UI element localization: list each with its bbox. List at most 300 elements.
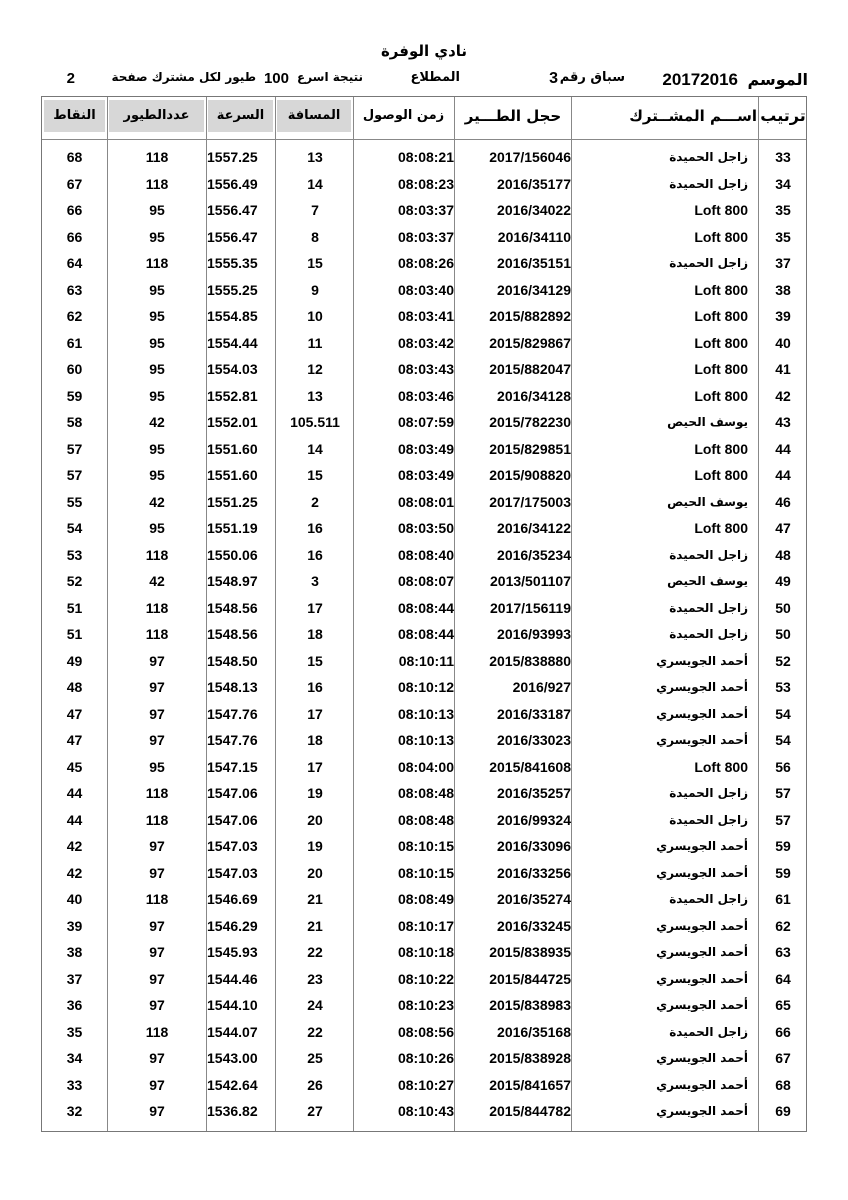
table-row xyxy=(42,462,806,489)
cell-member-name: زاجل الحميدة xyxy=(669,600,748,615)
cell-distance: 17 xyxy=(307,705,323,722)
cell-points: 52 xyxy=(66,573,83,589)
cell-rank: 59 xyxy=(775,864,791,881)
cell-arrival-time: 08:08:56 xyxy=(397,1023,454,1040)
cell-rank: 57 xyxy=(775,811,791,828)
cell-arrival-time: 08:10:17 xyxy=(397,917,454,934)
cell-member-name: أحمد الجويسري xyxy=(656,733,748,747)
cell-member-name: أحمد الجويسري xyxy=(656,971,748,986)
table-row xyxy=(42,1072,806,1099)
cell-bird-count: 95 xyxy=(149,281,165,298)
header-ring: حجل الطـــير xyxy=(464,107,562,125)
cell-points: 57 xyxy=(66,440,83,457)
cell-rank: 62 xyxy=(775,917,791,934)
birds-count: 100 xyxy=(263,70,289,87)
cell-arrival-time: 08:03:40 xyxy=(397,281,454,298)
cell-member-name: أحمد الجويسري xyxy=(656,680,748,694)
cell-speed: 1544.07 xyxy=(207,1023,258,1040)
table-row xyxy=(42,595,806,622)
cell-member-name: زاجل الحميدة xyxy=(669,812,748,827)
table-row xyxy=(42,409,806,436)
cell-ring-number: 2015/829867 xyxy=(489,334,571,351)
cell-points: 45 xyxy=(66,758,83,775)
cell-bird-count: 118 xyxy=(145,149,169,165)
cell-ring-number: 2015/908820 xyxy=(489,467,571,483)
cell-points: 51 xyxy=(66,599,83,616)
cell-member-name: أحمد الجويسري xyxy=(656,839,748,853)
cell-points: 44 xyxy=(66,811,83,828)
cell-member-name: زاجل الحميدة xyxy=(669,892,748,906)
cell-speed: 1556.49 xyxy=(207,175,258,192)
cell-bird-count: 97 xyxy=(149,838,165,854)
table-row xyxy=(42,1098,806,1125)
cell-bird-count: 97 xyxy=(149,1050,165,1066)
cell-rank: 65 xyxy=(775,997,791,1013)
cell-ring-number: 2016/35274 xyxy=(497,891,571,907)
cell-speed: 1551.60 xyxy=(207,440,258,457)
cell-points: 54 xyxy=(66,520,83,536)
cell-points: 59 xyxy=(66,387,83,404)
cell-ring-number: 2016/35177 xyxy=(497,175,571,192)
cell-points: 66 xyxy=(66,228,83,245)
table-row xyxy=(42,250,806,277)
cell-points: 35 xyxy=(66,1023,83,1040)
cell-arrival-time: 08:03:46 xyxy=(397,387,454,404)
cell-ring-number: 2015/829851 xyxy=(489,440,571,457)
cell-points: 51 xyxy=(66,626,83,642)
cell-arrival-time: 08:10:18 xyxy=(397,944,454,960)
cell-ring-number: 2015/838928 xyxy=(489,1050,571,1066)
cell-bird-count: 118 xyxy=(145,626,169,642)
cell-speed: 1544.10 xyxy=(207,997,258,1013)
cell-member-name: Loft 800 xyxy=(694,308,748,324)
cell-rank: 49 xyxy=(775,573,791,589)
cell-points: 67 xyxy=(66,175,83,192)
cell-arrival-time: 08:03:37 xyxy=(397,202,454,218)
cell-arrival-time: 08:03:41 xyxy=(397,308,454,324)
cell-rank: 54 xyxy=(775,732,791,748)
cell-speed: 1547.06 xyxy=(207,785,258,801)
header-rank: ترتيب xyxy=(760,106,806,125)
cell-ring-number: 2016/33256 xyxy=(497,864,571,881)
cell-bird-count: 95 xyxy=(149,334,165,351)
cell-rank: 44 xyxy=(775,440,791,457)
cell-member-name: زاجل الحميدة xyxy=(669,627,748,641)
table-row xyxy=(42,515,806,542)
cell-bird-count: 97 xyxy=(149,705,165,722)
cell-speed: 1544.46 xyxy=(207,970,258,987)
cell-points: 53 xyxy=(66,546,83,563)
cell-distance: 12 xyxy=(307,361,323,377)
header-distance: المسافة xyxy=(277,100,351,132)
cell-bird-count: 95 xyxy=(149,758,165,775)
cell-points: 62 xyxy=(66,308,83,324)
cell-member-name: أحمد الجويسري xyxy=(656,945,748,959)
cell-ring-number: 2016/34022 xyxy=(497,202,571,218)
table-row xyxy=(42,542,806,569)
cell-rank: 33 xyxy=(775,149,791,165)
cell-distance: 2 xyxy=(311,493,319,510)
cell-bird-count: 97 xyxy=(149,997,165,1013)
header-name: اســـم المشــترك xyxy=(629,107,757,125)
header-divider xyxy=(42,139,806,140)
cell-speed: 1548.56 xyxy=(207,599,258,616)
cell-distance: 14 xyxy=(307,175,323,192)
cell-ring-number: 2015/841608 xyxy=(489,758,571,775)
cell-points: 61 xyxy=(66,334,83,351)
cell-arrival-time: 08:08:07 xyxy=(397,573,454,589)
cell-rank: 63 xyxy=(775,944,791,960)
cell-points: 34 xyxy=(66,1050,83,1066)
cell-rank: 61 xyxy=(775,891,791,907)
cell-arrival-time: 08:03:42 xyxy=(397,334,454,351)
cell-member-name: زاجل الحميدة xyxy=(669,150,748,164)
cell-rank: 67 xyxy=(775,1050,791,1066)
cell-ring-number: 2015/838935 xyxy=(489,944,571,960)
header-speed: السرعة xyxy=(208,100,273,132)
cell-rank: 64 xyxy=(775,970,791,987)
cell-rank: 48 xyxy=(775,546,791,563)
table-row xyxy=(42,436,806,463)
results-table xyxy=(41,96,807,1132)
cell-ring-number: 2016/35257 xyxy=(497,785,571,801)
cell-distance: 16 xyxy=(307,520,323,536)
table-row xyxy=(42,303,806,330)
cell-arrival-time: 08:08:40 xyxy=(397,546,454,563)
cell-points: 60 xyxy=(66,361,83,377)
cell-arrival-time: 08:07:59 xyxy=(397,414,454,430)
cell-bird-count: 97 xyxy=(149,1103,165,1119)
cell-ring-number: 2015/782230 xyxy=(489,414,571,430)
cell-distance: 17 xyxy=(307,599,323,616)
cell-arrival-time: 08:10:26 xyxy=(397,1050,454,1066)
cell-distance: 20 xyxy=(307,811,323,828)
cell-speed: 1554.03 xyxy=(207,361,258,377)
cell-speed: 1542.64 xyxy=(207,1076,258,1093)
cell-bird-count: 97 xyxy=(149,944,165,960)
release-location: المطلاع xyxy=(410,70,460,85)
cell-ring-number: 2017/175003 xyxy=(489,493,571,510)
cell-member-name: Loft 800 xyxy=(694,281,748,298)
cell-bird-count: 97 xyxy=(149,864,165,881)
cell-member-name: Loft 800 xyxy=(694,361,748,377)
cell-bird-count: 95 xyxy=(149,387,165,404)
cell-distance: 18 xyxy=(307,626,323,642)
cell-distance: 9 xyxy=(311,281,319,298)
cell-bird-count: 42 xyxy=(149,414,165,430)
cell-ring-number: 2015/844725 xyxy=(489,970,571,987)
cell-distance: 27 xyxy=(307,1103,323,1119)
table-row xyxy=(42,568,806,595)
cell-ring-number: 2016/33023 xyxy=(497,732,571,748)
cell-rank: 35 xyxy=(775,228,791,245)
cell-arrival-time: 08:08:26 xyxy=(397,255,454,271)
cell-arrival-time: 08:04:00 xyxy=(397,758,454,775)
cell-distance: 15 xyxy=(307,467,323,483)
cell-speed: 1547.76 xyxy=(207,732,258,748)
cell-speed: 1551.60 xyxy=(207,467,258,483)
cell-distance: 10 xyxy=(307,308,323,324)
cell-arrival-time: 08:08:44 xyxy=(397,599,454,616)
cell-arrival-time: 08:10:23 xyxy=(397,997,454,1013)
cell-bird-count: 95 xyxy=(149,202,165,218)
cell-distance: 26 xyxy=(307,1076,323,1093)
cell-distance: 7 xyxy=(311,202,319,218)
cell-speed: 1548.97 xyxy=(207,573,258,589)
cell-rank: 39 xyxy=(775,308,791,324)
cell-bird-count: 97 xyxy=(149,732,165,748)
cell-member-name: Loft 800 xyxy=(694,440,748,457)
cell-member-name: أحمد الجويسري xyxy=(656,706,748,721)
table-row xyxy=(42,197,806,224)
cell-distance: 105.511 xyxy=(290,414,340,430)
cell-member-name: Loft 800 xyxy=(694,758,748,775)
cell-arrival-time: 08:10:22 xyxy=(397,970,454,987)
page-number: 2 xyxy=(66,70,75,87)
cell-arrival-time: 08:03:50 xyxy=(397,520,454,536)
table-body xyxy=(42,144,806,1125)
cell-member-name: يوسف الحيص xyxy=(667,574,748,588)
cell-distance: 15 xyxy=(307,255,323,271)
cell-rank: 59 xyxy=(775,838,791,854)
table-row xyxy=(42,356,806,383)
cell-rank: 52 xyxy=(775,652,791,669)
cell-speed: 1552.01 xyxy=(207,414,258,430)
cell-points: 36 xyxy=(66,997,83,1013)
cell-bird-count: 95 xyxy=(149,308,165,324)
cell-speed: 1555.25 xyxy=(207,281,258,298)
cell-rank: 69 xyxy=(775,1103,791,1119)
cell-distance: 16 xyxy=(307,679,323,695)
cell-ring-number: 2016/35234 xyxy=(497,546,571,563)
cell-speed: 1546.29 xyxy=(207,917,258,934)
cell-points: 57 xyxy=(66,467,83,483)
cell-arrival-time: 08:08:23 xyxy=(397,175,454,192)
cell-points: 42 xyxy=(66,838,83,854)
cell-arrival-time: 08:10:13 xyxy=(397,732,454,748)
table-row xyxy=(42,621,806,648)
race-number: 3 xyxy=(549,70,558,87)
result-label: نتيجة اسرع xyxy=(297,70,363,84)
cell-arrival-time: 08:08:48 xyxy=(397,811,454,828)
cell-bird-count: 97 xyxy=(149,970,165,987)
cell-arrival-time: 08:10:13 xyxy=(397,705,454,722)
cell-bird-count: 118 xyxy=(145,599,169,616)
cell-member-name: أحمد الجويسري xyxy=(656,1104,748,1118)
cell-arrival-time: 08:03:49 xyxy=(397,440,454,457)
cell-rank: 47 xyxy=(775,520,791,536)
table-row xyxy=(42,727,806,754)
cell-points: 66 xyxy=(66,202,83,218)
cell-ring-number: 2015/882892 xyxy=(489,308,571,324)
cell-ring-number: 2015/882047 xyxy=(489,361,571,377)
cell-arrival-time: 08:08:44 xyxy=(397,626,454,642)
cell-bird-count: 118 xyxy=(145,785,169,801)
cell-arrival-time: 08:03:37 xyxy=(397,228,454,245)
table-row xyxy=(42,886,806,913)
cell-points: 39 xyxy=(66,917,83,934)
table-row xyxy=(42,489,806,516)
cell-points: 37 xyxy=(66,970,83,987)
cell-rank: 57 xyxy=(775,785,791,801)
cell-speed: 1557.25 xyxy=(207,149,258,165)
table-row xyxy=(42,939,806,966)
cell-member-name: يوسف الحيص xyxy=(667,494,748,509)
cell-bird-count: 42 xyxy=(149,493,165,510)
cell-member-name: Loft 800 xyxy=(694,387,748,404)
cell-speed: 1548.13 xyxy=(207,679,258,695)
table-row xyxy=(42,807,806,834)
cell-arrival-time: 08:10:27 xyxy=(397,1076,454,1093)
cell-speed: 1547.06 xyxy=(207,811,258,828)
cell-ring-number: 2016/93993 xyxy=(497,626,571,642)
cell-speed: 1536.82 xyxy=(207,1103,258,1119)
cell-bird-count: 118 xyxy=(145,811,169,828)
cell-speed: 1552.81 xyxy=(207,387,258,404)
cell-distance: 13 xyxy=(307,387,323,404)
cell-bird-count: 118 xyxy=(145,255,169,271)
cell-speed: 1550.06 xyxy=(207,546,258,563)
cell-points: 32 xyxy=(66,1103,83,1119)
cell-bird-count: 95 xyxy=(149,440,165,457)
race-label: سباق رقم xyxy=(559,70,625,85)
cell-points: 33 xyxy=(66,1076,83,1093)
cell-bird-count: 97 xyxy=(149,652,165,669)
cell-speed: 1545.93 xyxy=(207,944,258,960)
cell-ring-number: 2016/35151 xyxy=(497,255,571,271)
cell-bird-count: 42 xyxy=(149,573,165,589)
cell-speed: 1543.00 xyxy=(207,1050,258,1066)
cell-ring-number: 2016/99324 xyxy=(497,811,571,828)
cell-distance: 25 xyxy=(307,1050,323,1066)
cell-points: 40 xyxy=(66,891,83,907)
cell-distance: 22 xyxy=(307,1023,323,1040)
cell-bird-count: 118 xyxy=(145,546,169,563)
cell-rank: 44 xyxy=(775,467,791,483)
table-row xyxy=(42,833,806,860)
cell-arrival-time: 08:10:15 xyxy=(397,838,454,854)
cell-rank: 34 xyxy=(775,175,791,192)
cell-ring-number: 2016/33096 xyxy=(497,838,571,854)
cell-rank: 46 xyxy=(775,493,791,510)
cell-ring-number: 2016/34122 xyxy=(497,520,571,536)
cell-distance: 17 xyxy=(307,758,323,775)
header-arrival-time: زمن الوصول xyxy=(362,108,445,123)
cell-member-name: Loft 800 xyxy=(694,202,748,218)
cell-points: 48 xyxy=(66,679,83,695)
cell-distance: 20 xyxy=(307,864,323,881)
cell-distance: 11 xyxy=(307,334,323,351)
cell-speed: 1554.85 xyxy=(207,308,258,324)
header-birds: عددالطيور xyxy=(109,100,204,132)
table-row xyxy=(42,1045,806,1072)
cell-ring-number: 2016/34129 xyxy=(497,281,571,298)
cell-ring-number: 2016/35168 xyxy=(497,1023,571,1040)
cell-member-name: أحمد الجويسري xyxy=(656,918,748,933)
table-row xyxy=(42,674,806,701)
cell-ring-number: 2016/33187 xyxy=(497,705,571,722)
cell-speed: 1556.47 xyxy=(207,202,258,218)
cell-rank: 54 xyxy=(775,705,791,722)
cell-arrival-time: 08:10:11 xyxy=(398,652,454,669)
table-row xyxy=(42,330,806,357)
cell-ring-number: 2017/156046 xyxy=(489,149,571,165)
cell-member-name: أحمد الجويسري xyxy=(656,865,748,880)
cell-ring-number: 2016/34110 xyxy=(497,228,571,245)
cell-ring-number: 2015/838880 xyxy=(489,652,571,669)
cell-distance: 14 xyxy=(307,440,323,457)
cell-arrival-time: 08:10:15 xyxy=(397,864,454,881)
cell-distance: 23 xyxy=(307,970,323,987)
table-row xyxy=(42,701,806,728)
cell-member-name: Loft 800 xyxy=(694,228,748,245)
cell-ring-number: 2016/33245 xyxy=(497,917,571,934)
cell-bird-count: 95 xyxy=(149,467,165,483)
cell-points: 42 xyxy=(66,864,83,881)
cell-ring-number: 2015/844782 xyxy=(489,1103,571,1119)
cell-distance: 13 xyxy=(307,149,323,165)
cell-speed: 1556.47 xyxy=(207,228,258,245)
cell-rank: 41 xyxy=(775,361,791,377)
cell-speed: 1548.56 xyxy=(207,626,258,642)
cell-points: 63 xyxy=(66,281,83,298)
cell-arrival-time: 08:08:49 xyxy=(397,891,454,907)
cell-points: 68 xyxy=(66,149,83,165)
cell-distance: 22 xyxy=(307,944,323,960)
cell-member-name: أحمد الجويسري xyxy=(656,653,748,668)
birds-per-member-label: طيور لكل مشترك صفحة xyxy=(111,70,256,84)
table-row xyxy=(42,992,806,1019)
cell-rank: 35 xyxy=(775,202,791,218)
cell-ring-number: 2015/841657 xyxy=(489,1076,571,1093)
season-value: 20172016 xyxy=(662,70,738,89)
cell-ring-number: 2016/34128 xyxy=(497,387,571,404)
cell-speed: 1555.35 xyxy=(207,255,258,271)
cell-member-name: زاجل الحميدة xyxy=(669,256,748,270)
cell-speed: 1547.03 xyxy=(207,838,258,854)
cell-speed: 1547.15 xyxy=(207,758,258,775)
cell-bird-count: 118 xyxy=(145,175,169,192)
cell-points: 47 xyxy=(66,732,83,748)
cell-member-name: أحمد الجويسري xyxy=(656,1077,748,1092)
cell-speed: 1547.76 xyxy=(207,705,258,722)
cell-rank: 43 xyxy=(775,414,791,430)
cell-member-name: يوسف الحيص xyxy=(667,415,748,429)
cell-member-name: أحمد الجويسري xyxy=(656,998,748,1012)
cell-ring-number: 2016/927 xyxy=(512,679,571,695)
table-row xyxy=(42,1019,806,1046)
table-row xyxy=(42,224,806,251)
cell-points: 64 xyxy=(66,255,83,271)
cell-points: 47 xyxy=(66,705,83,722)
cell-arrival-time: 08:10:43 xyxy=(397,1103,454,1119)
table-header xyxy=(42,97,806,139)
cell-points: 49 xyxy=(66,652,83,669)
cell-rank: 40 xyxy=(775,334,791,351)
cell-distance: 8 xyxy=(311,228,319,245)
cell-bird-count: 118 xyxy=(145,1023,169,1040)
cell-member-name: زاجل الحميدة xyxy=(669,786,748,800)
cell-points: 55 xyxy=(66,493,83,510)
cell-rank: 50 xyxy=(775,626,791,642)
cell-points: 44 xyxy=(66,785,83,801)
cell-arrival-time: 08:08:21 xyxy=(397,149,454,165)
cell-distance: 24 xyxy=(307,997,323,1013)
cell-arrival-time: 08:10:12 xyxy=(397,679,454,695)
cell-speed: 1547.03 xyxy=(207,864,258,881)
cell-distance: 18 xyxy=(307,732,323,748)
table-row xyxy=(42,780,806,807)
